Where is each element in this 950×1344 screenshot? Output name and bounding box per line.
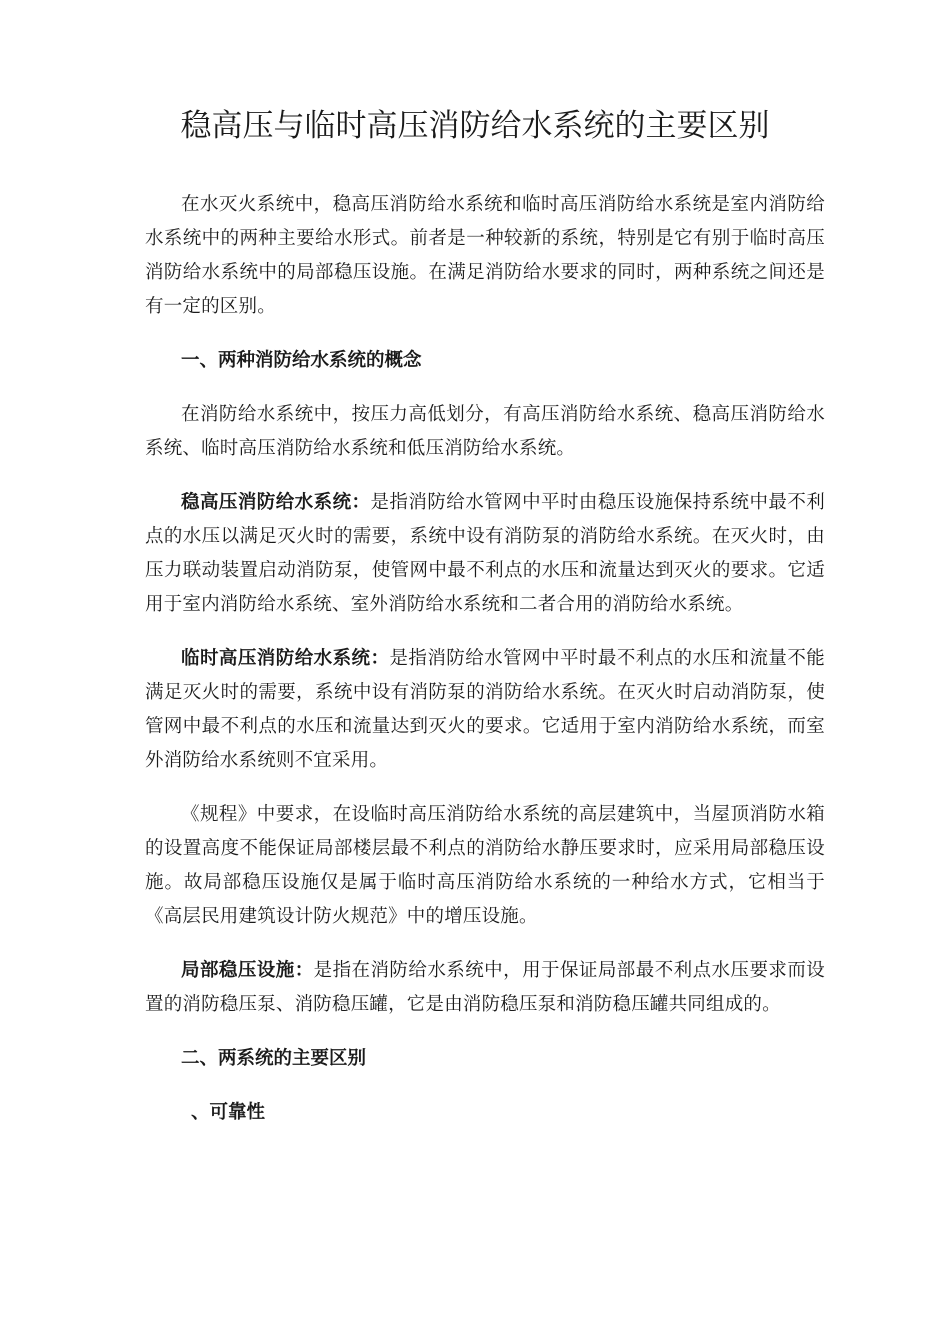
document-title: 稳高压与临时高压消防给水系统的主要区别 — [180, 108, 770, 144]
section-1-heading: 一、两种消防给水系统的概念 — [181, 350, 422, 371]
section-2-subheading-reliability: 、可靠性 — [191, 1102, 266, 1123]
definition-temporary-high-pressure — [145, 642, 825, 778]
definition-text: 是指消防给水管网中平时最不利点的水压和流量不能满足灭火时的需要，系统中设有消防泵的消防给水系统。在灭火时启动消防泵，使管网中最不利点的水压和流量达到灭火的要求。它适用于室内消防给水系统，而室外消防给水系统则不宜采用。 — [145, 648, 825, 771]
definition-term: 局部稳压设施： — [181, 960, 314, 981]
definition-text: 是指消防给水管网中平时由稳压设施保持系统中最不利点的水压以满足灭火时的需要，系统中设有消防泵的消防给水系统。在灭火时，由压力联动装置启动消防泵，使管网中最不利点的水压和流量达到灭火的要求。它适用于室内消防给水系统、室外消防给水系统和二者合用的消防给水系统。 — [145, 492, 825, 615]
definition-text: 是指在消防给水系统中，用于保证局部最不利点水压要求而设置的消防稳压泵、消防稳压罐，它是由消防稳压泵和消防稳压罐共同组成的。 — [145, 960, 825, 1015]
definition-term: 稳高压消防给水系统： — [181, 492, 371, 513]
document-body — [145, 188, 825, 1130]
definition-stable-high-pressure — [145, 486, 825, 622]
intro-paragraph: 在水灭火系统中，稳高压消防给水系统和临时高压消防给水系统是室内消防给水系统中的两种主要给水形式。前者是一种较新的系统，特别是它有别于临时高压消防给水系统中的局部稳压设施。在满足消防给水要求的同时，两种系统之间还是有一定的区别。 — [145, 194, 825, 317]
section-1-paragraph: 在消防给水系统中，按压力高低划分，有高压消防给水系统、稳高压消防给水系统、临时高压消防给水系统和低压消防给水系统。 — [145, 404, 825, 459]
section-2-heading: 二、两系统的主要区别 — [181, 1048, 367, 1069]
definition-term: 临时高压消防给水系统： — [181, 648, 390, 669]
definition-local-pressure-stabilizer — [145, 954, 825, 1022]
regulation-paragraph: 《规程》中要求，在设临时高压消防给水系统的高层建筑中，当屋顶消防水箱的设置高度不能保证局部楼层最不利点的消防给水静压要求时，应采用局部稳压设施。故局部稳压设施仅是属于临时高压消防给水系统的一种给水方式，它相当于《高层民用建筑设计防火规范》中的增压设施。 — [145, 804, 825, 927]
